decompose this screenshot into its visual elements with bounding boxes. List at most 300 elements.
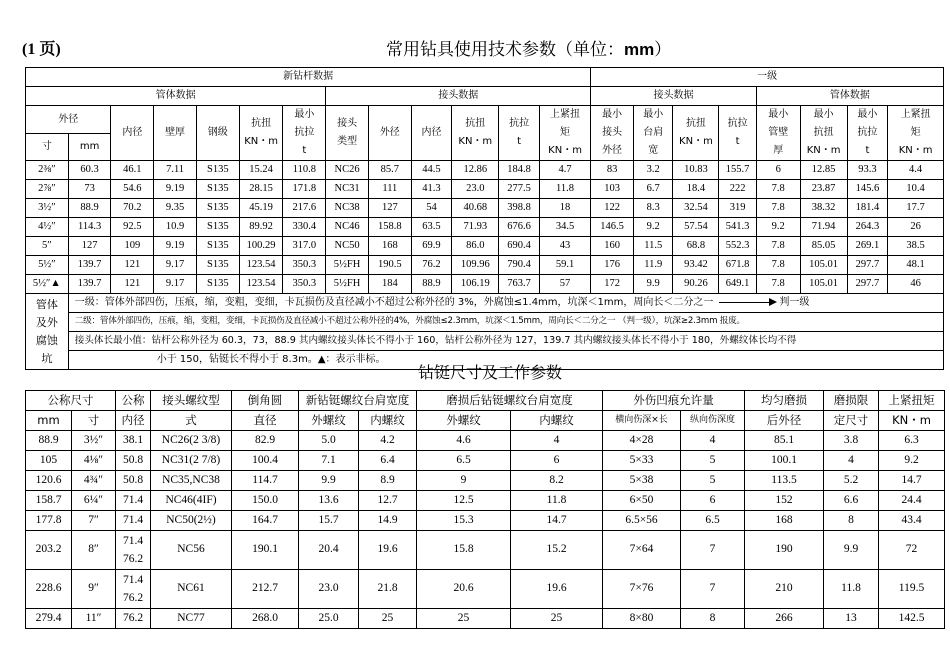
table-cell: 168 bbox=[745, 511, 824, 531]
table-cell: 73 bbox=[68, 180, 111, 199]
table-cell: 114.3 bbox=[68, 218, 111, 237]
table-row bbox=[26, 451, 945, 471]
id-value: 76.2 bbox=[122, 592, 144, 604]
table-cell: 120.6 bbox=[26, 471, 72, 491]
table-cell: 190.1 bbox=[232, 531, 299, 570]
table-cell: 8 bbox=[681, 609, 745, 629]
col-l1-pipe-torsion-l3: KN・m bbox=[806, 145, 841, 156]
table-cell: 268.0 bbox=[232, 609, 299, 629]
h-thread-1: 接头螺纹型 bbox=[151, 391, 232, 411]
col-torsion-l2: KN・m bbox=[244, 136, 278, 147]
table-cell: 158.7 bbox=[26, 491, 72, 511]
table-cell: 4½″ bbox=[26, 218, 69, 237]
col-l1-pipe-torsion-l1: 最小 bbox=[813, 109, 834, 120]
table-cell: 4 bbox=[681, 431, 745, 451]
table-cell: 26 bbox=[888, 218, 944, 237]
table-row bbox=[26, 275, 944, 294]
table-cell: 12.85 bbox=[800, 161, 847, 180]
h-makeup-1: 上紧扭矩 bbox=[879, 391, 945, 411]
group-level1: 一级 bbox=[591, 68, 944, 87]
table-cell: 50.8 bbox=[116, 471, 151, 491]
table-cell: 71.4 bbox=[116, 511, 151, 531]
table-cell: 54 bbox=[411, 199, 452, 218]
table-cell: 150.0 bbox=[232, 491, 299, 511]
table-cell: 279.4 bbox=[26, 609, 72, 629]
table-cell: 146.5 bbox=[591, 218, 634, 237]
col-min-tensile-l3: t bbox=[302, 145, 307, 156]
col-joint-type bbox=[326, 106, 369, 161]
table-cell: 6.5×56 bbox=[603, 511, 681, 531]
table-cell: 105 bbox=[26, 451, 72, 471]
table-cell: 71.93 bbox=[452, 218, 499, 237]
table-cell: 38.5 bbox=[888, 237, 944, 256]
col-l1-min-wall bbox=[756, 106, 800, 161]
col-torsion-l1: 抗扭 bbox=[251, 118, 272, 129]
id-value: 71.4 bbox=[122, 535, 144, 547]
table-cell: 60.3 bbox=[68, 161, 111, 180]
table-cell: 6.4 bbox=[359, 451, 417, 471]
table-cell: 23.0 bbox=[452, 180, 499, 199]
h-worn-shoulder: 磨损后钻铤螺纹台肩宽度 bbox=[417, 391, 603, 411]
id-value: 71.4 bbox=[122, 574, 144, 586]
table-cell: 12.86 bbox=[452, 161, 499, 180]
table-cell: 59.1 bbox=[539, 256, 590, 275]
col-makeup bbox=[539, 106, 590, 161]
table-row bbox=[26, 180, 944, 199]
table-cell: 46 bbox=[888, 275, 944, 294]
table-cell: 110.8 bbox=[283, 161, 326, 180]
table-cell: 5″ bbox=[26, 237, 69, 256]
table-cell: 11.9 bbox=[633, 256, 673, 275]
h-new-shoulder: 新钻铤螺纹台肩宽度 bbox=[299, 391, 417, 411]
table-cell: NC61 bbox=[151, 570, 232, 609]
table-cell: 7.8 bbox=[756, 237, 800, 256]
table-cell: 168 bbox=[368, 237, 411, 256]
table-cell: 4.4 bbox=[888, 161, 944, 180]
col-l1-tensile bbox=[719, 106, 756, 161]
table-cell: 119.5 bbox=[879, 570, 945, 609]
col-joint-torsion bbox=[452, 106, 499, 161]
table-cell: 24.4 bbox=[879, 491, 945, 511]
table-cell: 57 bbox=[539, 275, 590, 294]
table-cell: 9.9 bbox=[299, 471, 359, 491]
drill-collar-rows bbox=[26, 431, 945, 629]
table-cell: 41.3 bbox=[411, 180, 452, 199]
table-cell: 11.8 bbox=[511, 491, 603, 511]
table-cell: 297.7 bbox=[847, 256, 888, 275]
note-side-label bbox=[26, 294, 69, 370]
table-cell: 57.54 bbox=[673, 218, 719, 237]
table-cell: 5×33 bbox=[603, 451, 681, 471]
table-cell: 38.32 bbox=[800, 199, 847, 218]
table-cell: NC26 bbox=[326, 161, 369, 180]
table-cell: 85.7 bbox=[368, 161, 411, 180]
col-min-tensile bbox=[283, 106, 326, 161]
table-cell: 92.5 bbox=[111, 218, 154, 237]
col-l1-pipe-torsion-l2: 抗扭 bbox=[813, 127, 834, 138]
table-cell: 17.7 bbox=[888, 199, 944, 218]
table-cell: 212.7 bbox=[232, 570, 299, 609]
table-cell: 317.0 bbox=[283, 237, 326, 256]
h-makeup-2: KN・m bbox=[879, 411, 945, 431]
table-cell: 106.19 bbox=[452, 275, 499, 294]
table-cell: 203.2 bbox=[26, 531, 72, 570]
table-cell: 5 bbox=[681, 471, 745, 491]
col-joint-tensile-l1: 抗拉 bbox=[509, 118, 530, 129]
table-cell: 790.4 bbox=[499, 256, 540, 275]
col-joint-tensile-l2: t bbox=[517, 136, 522, 147]
col-l1-min-shoulder-l1: 最小 bbox=[643, 109, 664, 120]
page-title-unit: mm bbox=[624, 40, 655, 59]
table-cell: 5½FH bbox=[326, 256, 369, 275]
table-cell: 100.1 bbox=[745, 451, 824, 471]
sub-pipe-data: 管体数据 bbox=[26, 87, 326, 106]
table-cell: 23.0 bbox=[299, 570, 359, 609]
table-cell: NC38 bbox=[326, 199, 369, 218]
id-cell bbox=[116, 531, 151, 570]
table-cell: 15.8 bbox=[417, 531, 511, 570]
table-cell: 269.1 bbox=[847, 237, 888, 256]
table-cell: 82.9 bbox=[232, 431, 299, 451]
table-cell: 6.5 bbox=[417, 451, 511, 471]
table-cell: S135 bbox=[196, 199, 239, 218]
col-l1-pipe-tensile-l3: t bbox=[865, 145, 870, 156]
table-cell: 20.4 bbox=[299, 531, 359, 570]
h-limit-2: 定尺寸 bbox=[824, 411, 879, 431]
table-cell: 398.8 bbox=[499, 199, 540, 218]
table-cell: 19.6 bbox=[511, 570, 603, 609]
table-cell: 7.1 bbox=[299, 451, 359, 471]
table-cell: 6 bbox=[511, 451, 603, 471]
col-inch: 寸 bbox=[26, 133, 69, 161]
table-cell: 4¾″ bbox=[72, 471, 116, 491]
table-cell: 121 bbox=[111, 275, 154, 294]
table-cell: 111 bbox=[368, 180, 411, 199]
table-row bbox=[26, 531, 945, 570]
table-cell: 7″ bbox=[72, 511, 116, 531]
col-l1-torsion bbox=[673, 106, 719, 161]
col-joint-torsion-l1: 抗扭 bbox=[465, 118, 486, 129]
table-cell: NC35,NC38 bbox=[151, 471, 232, 491]
table-cell: 541.3 bbox=[719, 218, 756, 237]
table-cell: 3½″ bbox=[26, 199, 69, 218]
page-title-text: 常用钻具使用技术参数（单位： bbox=[386, 40, 624, 60]
table-cell: 10.9 bbox=[154, 218, 197, 237]
table-row bbox=[26, 609, 945, 629]
table-cell: 5×38 bbox=[603, 471, 681, 491]
table-cell: 222 bbox=[719, 180, 756, 199]
table-cell: 15.7 bbox=[299, 511, 359, 531]
table-cell: 21.8 bbox=[359, 570, 417, 609]
table-cell: S135 bbox=[196, 256, 239, 275]
table-cell: 9.19 bbox=[154, 237, 197, 256]
drill-pipe-rows bbox=[26, 161, 944, 294]
table-cell: 25 bbox=[417, 609, 511, 629]
table-cell: 12.7 bbox=[359, 491, 417, 511]
table-cell: 38.1 bbox=[116, 431, 151, 451]
table-cell: 89.92 bbox=[239, 218, 283, 237]
h-mm: mm bbox=[26, 411, 72, 431]
table-cell: 70.2 bbox=[111, 199, 154, 218]
table-cell: 176 bbox=[591, 256, 634, 275]
col-l1-pipe-tensile bbox=[847, 106, 888, 161]
table-cell: 152 bbox=[745, 491, 824, 511]
note-level1-end: 判一级 bbox=[779, 297, 810, 309]
col-l1-min-wall-l1: 最小 bbox=[768, 109, 789, 120]
table-cell: S135 bbox=[196, 275, 239, 294]
table-cell: 266 bbox=[745, 609, 824, 629]
table-row bbox=[26, 199, 944, 218]
table-cell: 6.5 bbox=[681, 511, 745, 531]
h-dent: 外伤凹痕允许量 bbox=[603, 391, 745, 411]
note-joint-length-cont: 小于 150，钻铤长不得小于 8.3m。▲：表示非标。 bbox=[68, 351, 943, 370]
table-cell: 109 bbox=[111, 237, 154, 256]
table-cell: 88.9 bbox=[411, 275, 452, 294]
col-od: 外径 bbox=[26, 106, 111, 134]
col-l1-tensile-l2: t bbox=[735, 136, 740, 147]
col-wall: 壁厚 bbox=[154, 106, 197, 161]
table-cell: 9″ bbox=[72, 570, 116, 609]
col-l1-makeup-l1: 上紧扭 bbox=[900, 109, 931, 120]
table-cell: 155.7 bbox=[719, 161, 756, 180]
table-cell: 6¼″ bbox=[72, 491, 116, 511]
table-cell: 123.54 bbox=[239, 275, 283, 294]
table-cell: 190.5 bbox=[368, 256, 411, 275]
table-cell: 5.2 bbox=[824, 471, 879, 491]
table-cell: 671.8 bbox=[719, 256, 756, 275]
table-cell: 7.8 bbox=[756, 199, 800, 218]
table-cell: 127 bbox=[368, 199, 411, 218]
table-cell: 8 bbox=[824, 511, 879, 531]
table-cell: 7×64 bbox=[603, 531, 681, 570]
table-cell: 71.94 bbox=[800, 218, 847, 237]
table-cell: 93.42 bbox=[673, 256, 719, 275]
table-cell: 763.7 bbox=[499, 275, 540, 294]
table-cell: 13.6 bbox=[299, 491, 359, 511]
col-l1-min-wall-l2: 管壁 bbox=[768, 127, 789, 138]
table-cell: 103 bbox=[591, 180, 634, 199]
table-cell: 7.8 bbox=[756, 275, 800, 294]
table-cell: NC26(2 3/8) bbox=[151, 431, 232, 451]
table-cell: 350.3 bbox=[283, 256, 326, 275]
col-l1-makeup-l3: KN・m bbox=[898, 145, 933, 156]
table-cell: 127 bbox=[68, 237, 111, 256]
table-cell: 9.2 bbox=[633, 218, 673, 237]
table-cell: 2⅞″ bbox=[26, 180, 69, 199]
col-l1-min-shoulder-l2: 台肩 bbox=[643, 127, 664, 138]
col-l1-makeup bbox=[888, 106, 944, 161]
table-cell: 4×28 bbox=[603, 431, 681, 451]
h-limit-1: 磨损限 bbox=[824, 391, 879, 411]
table-cell: 25 bbox=[359, 609, 417, 629]
h-new-pin: 外螺纹 bbox=[299, 411, 359, 431]
table-cell: 145.6 bbox=[847, 180, 888, 199]
table-cell: 71.4 bbox=[116, 491, 151, 511]
table-cell: 264.3 bbox=[847, 218, 888, 237]
col-l1-torsion-l1: 抗扭 bbox=[685, 118, 706, 129]
table-cell: 109.96 bbox=[452, 256, 499, 275]
table-cell: 277.5 bbox=[499, 180, 540, 199]
table-cell: 32.54 bbox=[673, 199, 719, 218]
col-grade: 钢级 bbox=[196, 106, 239, 161]
table-cell: 552.3 bbox=[719, 237, 756, 256]
table-cell: 3.8 bbox=[824, 431, 879, 451]
note-joint-length: 接头体长最小值：钻杆公称外径为 60.3，73，88.9 其内螺纹接头体长不得小于 160，钻杆公称外径为 127，139.7 其内螺纹接头体长不得小于 180，外螺纹体长均不得 bbox=[68, 332, 943, 351]
table-cell: 7 bbox=[681, 570, 745, 609]
table-cell: 83 bbox=[591, 161, 634, 180]
table-row bbox=[26, 431, 945, 451]
table-cell: 7.8 bbox=[756, 180, 800, 199]
table-cell: 100.4 bbox=[232, 451, 299, 471]
table-cell: NC31(2 7/8) bbox=[151, 451, 232, 471]
col-mm: mm bbox=[68, 133, 111, 161]
table-cell: 18 bbox=[539, 199, 590, 218]
h-even-1: 均匀磨损 bbox=[745, 391, 824, 411]
drill-collar-table bbox=[25, 390, 945, 629]
table-cell: 3½″ bbox=[72, 431, 116, 451]
table-cell: 4⅛″ bbox=[72, 451, 116, 471]
table-cell: 13 bbox=[824, 609, 879, 629]
table-cell: 11.8 bbox=[824, 570, 879, 609]
h-worn-box: 内螺纹 bbox=[511, 411, 603, 431]
table-cell: 139.7 bbox=[68, 275, 111, 294]
table-cell: S135 bbox=[196, 218, 239, 237]
table-cell: 123.54 bbox=[239, 256, 283, 275]
table-cell: 11″ bbox=[72, 609, 116, 629]
table-cell: 12.5 bbox=[417, 491, 511, 511]
table-cell: 330.4 bbox=[283, 218, 326, 237]
table-cell: 100.29 bbox=[239, 237, 283, 256]
table-row bbox=[26, 256, 944, 275]
table-cell: 8×80 bbox=[603, 609, 681, 629]
table-cell: NC56 bbox=[151, 531, 232, 570]
note-level2: 二级：管体外部四伤，压痕，缩，变粗，变细，卡瓦损伤及直径减小不超过公称外径的4%，外腐蚀≤2.3mm，坑深＜1.5mm，周向长＜二分之一 （判一级），坑深≥2.3mm 报废。 bbox=[68, 313, 943, 332]
h-id-1: 公称 bbox=[116, 391, 151, 411]
table-cell: 113.5 bbox=[745, 471, 824, 491]
table-cell: NC50 bbox=[326, 237, 369, 256]
table-cell: 9.9 bbox=[633, 275, 673, 294]
table-cell: 217.6 bbox=[283, 199, 326, 218]
table-cell: 649.1 bbox=[719, 275, 756, 294]
table-cell: 10.83 bbox=[673, 161, 719, 180]
table-cell: 69.9 bbox=[411, 237, 452, 256]
table-cell: 5½FH bbox=[326, 275, 369, 294]
table-cell: 14.7 bbox=[511, 511, 603, 531]
drill-pipe-table bbox=[25, 67, 944, 370]
col-l1-pipe-tensile-l1: 最小 bbox=[857, 109, 878, 120]
col-joint-torsion-l2: KN・m bbox=[458, 136, 493, 147]
col-min-tensile-l1: 最小 bbox=[294, 109, 315, 120]
table-cell: 676.6 bbox=[499, 218, 540, 237]
table-cell: 28.15 bbox=[239, 180, 283, 199]
table-cell: NC77 bbox=[151, 609, 232, 629]
table-cell: 76.2 bbox=[116, 609, 151, 629]
page-title-close: ） bbox=[654, 40, 672, 60]
table-cell: 181.4 bbox=[847, 199, 888, 218]
table-cell: 54.6 bbox=[111, 180, 154, 199]
table-cell: NC50(2½) bbox=[151, 511, 232, 531]
col-l1-min-od-l3: 外径 bbox=[602, 145, 623, 156]
table-cell: 25 bbox=[511, 609, 603, 629]
table-cell: 177.8 bbox=[26, 511, 72, 531]
table-cell: 142.5 bbox=[879, 609, 945, 629]
col-l1-min-shoulder bbox=[633, 106, 673, 161]
col-makeup-l1: 上紧扭 bbox=[550, 109, 581, 120]
table-cell: 11.8 bbox=[539, 180, 590, 199]
note-side-l1: 管体 bbox=[35, 297, 58, 311]
table-cell: 88.9 bbox=[26, 431, 72, 451]
table-cell: NC31 bbox=[326, 180, 369, 199]
col-l1-min-od bbox=[591, 106, 634, 161]
table-row bbox=[26, 218, 944, 237]
table-cell: 40.68 bbox=[452, 199, 499, 218]
table-cell: 9.17 bbox=[154, 256, 197, 275]
table-cell: 8.3 bbox=[633, 199, 673, 218]
table-cell: 105.01 bbox=[800, 256, 847, 275]
table-cell: 210 bbox=[745, 570, 824, 609]
sub-joint-data: 接头数据 bbox=[326, 87, 591, 106]
table-cell: 228.6 bbox=[26, 570, 72, 609]
table-cell: 8.9 bbox=[359, 471, 417, 491]
table-cell: S135 bbox=[196, 180, 239, 199]
h-chamfer-2: 直径 bbox=[232, 411, 299, 431]
col-l1-min-od-l2: 接头 bbox=[602, 127, 623, 138]
sub-pipe-data-l1: 管体数据 bbox=[756, 87, 943, 106]
col-makeup-l3: KN・m bbox=[548, 145, 582, 156]
col-l1-tensile-l1: 抗拉 bbox=[727, 118, 748, 129]
table-cell: 63.5 bbox=[411, 218, 452, 237]
col-l1-makeup-l2: 矩 bbox=[910, 127, 921, 138]
right-arrow-icon bbox=[719, 302, 775, 303]
table-cell: 160 bbox=[591, 237, 634, 256]
table-cell: 5.0 bbox=[299, 431, 359, 451]
table-cell: 9.9 bbox=[824, 531, 879, 570]
table-cell: 105.01 bbox=[800, 275, 847, 294]
sub-joint-data-l1: 接头数据 bbox=[591, 87, 757, 106]
table-cell: 44.5 bbox=[411, 161, 452, 180]
table-row bbox=[26, 161, 944, 180]
col-l1-min-od-l1: 最小 bbox=[602, 109, 623, 120]
h-even-2: 后外径 bbox=[745, 411, 824, 431]
h-new-box: 内螺纹 bbox=[359, 411, 417, 431]
table-cell: 8″ bbox=[72, 531, 116, 570]
table-cell: 10.4 bbox=[888, 180, 944, 199]
table-cell: 4.6 bbox=[417, 431, 511, 451]
page-label: (1 页) bbox=[22, 41, 61, 58]
table-cell: 6 bbox=[681, 491, 745, 511]
table-cell: 9.17 bbox=[154, 275, 197, 294]
table-cell: 7 bbox=[681, 531, 745, 570]
h-chamfer-1: 倒角圆 bbox=[232, 391, 299, 411]
h-nominal: 公称尺寸 bbox=[26, 391, 116, 411]
h-id-2: 内径 bbox=[116, 411, 151, 431]
note-side-l2: 及外 bbox=[35, 315, 58, 329]
col-joint-tensile bbox=[499, 106, 540, 161]
table-cell: 7.8 bbox=[756, 256, 800, 275]
table-cell: 72 bbox=[879, 531, 945, 570]
table-cell: 190 bbox=[745, 531, 824, 570]
table-cell: 114.7 bbox=[232, 471, 299, 491]
col-min-tensile-l2: 抗拉 bbox=[294, 127, 315, 138]
table-cell: 690.4 bbox=[499, 237, 540, 256]
h-dent-axial: 纵向伤深度 bbox=[681, 411, 745, 431]
table-cell: 121 bbox=[111, 256, 154, 275]
table-row bbox=[26, 237, 944, 256]
table-cell: 9.2 bbox=[879, 451, 945, 471]
table-cell: 20.6 bbox=[417, 570, 511, 609]
table-cell: 172 bbox=[591, 275, 634, 294]
table-cell: 34.5 bbox=[539, 218, 590, 237]
